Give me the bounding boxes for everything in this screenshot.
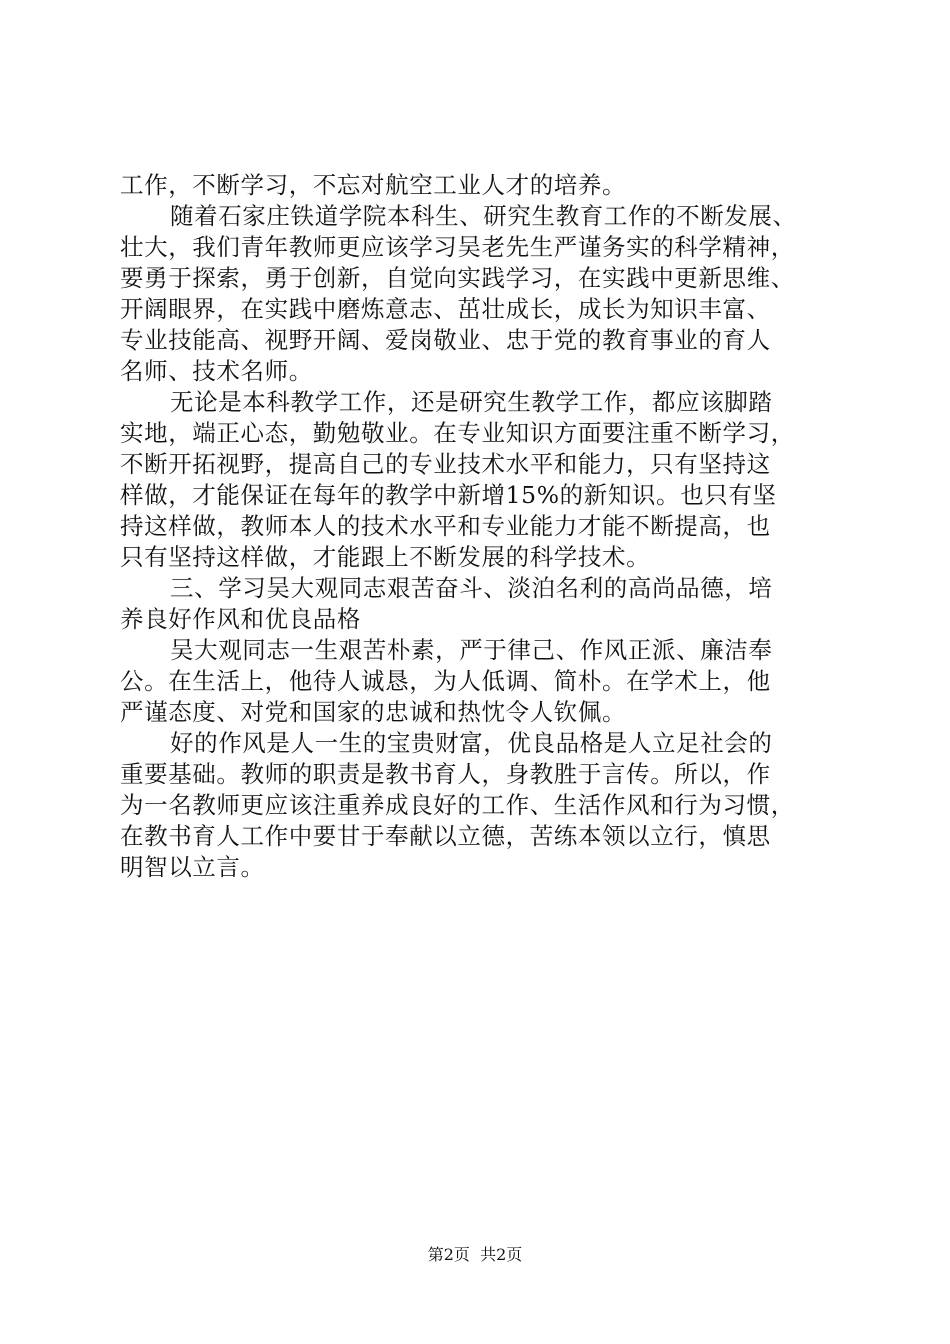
text-line: 无论是本科教学工作，还是研究生教学工作，都应该脚踏 [170,388,773,416]
text-line: 好的作风是人一生的宝贵财富，优良品格是人立足社会的 [170,729,773,757]
section-heading-line: 养良好作风和优良品格 [120,605,361,633]
text-line: 专业技能高、视野开阔、爱岗敬业、忠于党的教育事业的育人 [120,326,771,354]
text-line: 只有坚持这样做，才能跟上不断发展的科学技术。 [120,543,651,571]
text-line: 吴大观同志一生艰苦朴素，严于律己、作风正派、廉洁奉 [170,636,773,664]
text-line: 公。在生活上，他待人诚恳，为人低调、简朴。在学术上，他 [120,667,771,695]
text-line: 重要基础。教师的职责是教书育人，身教胜于言传。所以，作 [120,760,771,788]
text-line: 壮大，我们青年教师更应该学习吴老先生严谨务实的科学精神， [120,233,795,261]
text-line: 实地，端正心态，勤勉敬业。在专业知识方面要注重不断学习， [120,419,795,447]
text-line: 为一名教师更应该注重养成良好的工作、生活作风和行为习惯， [120,791,795,819]
page-footer [0,1244,950,1266]
text-line: 名师、技术名师。 [120,357,313,385]
text-line: 要勇于探索，勇于创新，自觉向实践学习，在实践中更新思维、 [120,264,795,292]
document-body [120,170,832,883]
text-line: 严谨态度、对党和国家的忠诚和热忱令人钦佩。 [120,698,627,726]
text-line: 工作，不断学习，不忘对航空工业人才的培养。 [120,171,627,199]
text-line: 明智以立言。 [120,853,265,881]
text-line: 在教书育人工作中要甘于奉献以立德，苦练本领以立行，慎思 [120,822,771,850]
text-line: 持这样做，教师本人的技术水平和专业能力才能不断提高，也 [120,512,771,540]
section-heading-line: 三、学习吴大观同志艰苦奋斗、淡泊名利的高尚品德，培 [170,574,773,602]
text-line: 随着石家庄铁道学院本科生、研究生教育工作的不断发展、 [170,202,797,230]
page-number: 第2页 共2页 [427,1245,523,1264]
text-line: 开阔眼界，在实践中磨炼意志、茁壮成长，成长为知识丰富、 [120,295,771,323]
text-line: 样做，才能保证在每年的教学中新增15%的新知识。也只有坚 [120,481,777,509]
text-line: 不断开拓视野，提高自己的专业技术水平和能力，只有坚持这 [120,450,771,478]
